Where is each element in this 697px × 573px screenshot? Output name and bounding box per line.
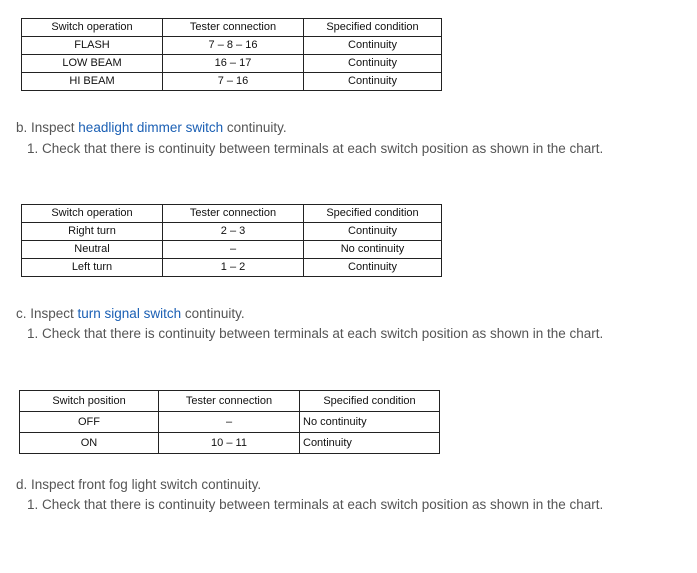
table-row [22,37,442,55]
table-cell: FLASH [22,37,163,55]
header-cell: Tester connection [163,205,304,223]
table-row [22,73,442,91]
header-cell: Switch operation [22,19,163,37]
table-header-row [22,205,442,223]
table-cell: Continuity [304,73,442,91]
table-cell: Continuity [300,433,440,454]
section-heading-b [16,120,287,135]
table-cell: HI BEAM [22,73,163,91]
header-cell: Specified condition [304,205,442,223]
table-cell: Neutral [22,241,163,259]
headlight-dimmer-switch-link[interactable]: headlight dimmer switch [78,120,224,135]
header-cell: Specified condition [304,19,442,37]
step-text: 1. Check that there is continuity between terminals at each switch position as shown in the chart. [27,497,604,512]
table-cell: 16 – 17 [163,55,304,73]
table-cell: Continuity [304,259,442,277]
table-cell: No continuity [304,241,442,259]
step-text: 1. Check that there is continuity between terminals at each switch position as shown in the chart. [27,141,604,156]
header-cell: Specified condition [300,391,440,412]
table-header-row [20,391,440,412]
header-cell: Switch operation [22,205,163,223]
table-header-row [22,19,442,37]
table-cell: 10 – 11 [159,433,300,454]
step-text: 1. Check that there is continuity between terminals at each switch position as shown in the chart. [27,326,604,341]
header-cell: Tester connection [159,391,300,412]
table-cell: Left turn [22,259,163,277]
table-row [20,433,440,454]
table-cell: 1 – 2 [163,259,304,277]
headlight-dimmer-chart [21,18,442,91]
table-cell: Continuity [304,55,442,73]
heading-prefix: b. Inspect [16,120,79,135]
turn-signal-switch-link[interactable]: turn signal switch [77,306,182,321]
table-cell: 7 – 8 – 16 [163,37,304,55]
table-row [22,259,442,277]
table-row [22,55,442,73]
section-heading-c [16,306,245,321]
table-cell: Continuity [304,37,442,55]
fog-light-chart [19,390,440,454]
header-cell: Switch position [20,391,159,412]
table-cell: 2 – 3 [163,223,304,241]
heading-suffix: continuity. [223,120,287,135]
table-cell: – [159,412,300,433]
table-row [22,241,442,259]
table-cell: ON [20,433,159,454]
heading-prefix: d. Inspect front fog light switch continuity. [16,477,262,492]
table-row [22,223,442,241]
heading-prefix: c. Inspect [16,306,78,321]
table-cell: No continuity [300,412,440,433]
table-row [20,412,440,433]
table-cell: LOW BEAM [22,55,163,73]
heading-suffix: continuity. [181,306,245,321]
table-cell: 7 – 16 [163,73,304,91]
table-cell: – [163,241,304,259]
turn-signal-chart [21,204,442,277]
header-cell: Tester connection [163,19,304,37]
section-heading-d [16,477,261,492]
table-cell: Right turn [22,223,163,241]
table-cell: OFF [20,412,159,433]
table-cell: Continuity [304,223,442,241]
